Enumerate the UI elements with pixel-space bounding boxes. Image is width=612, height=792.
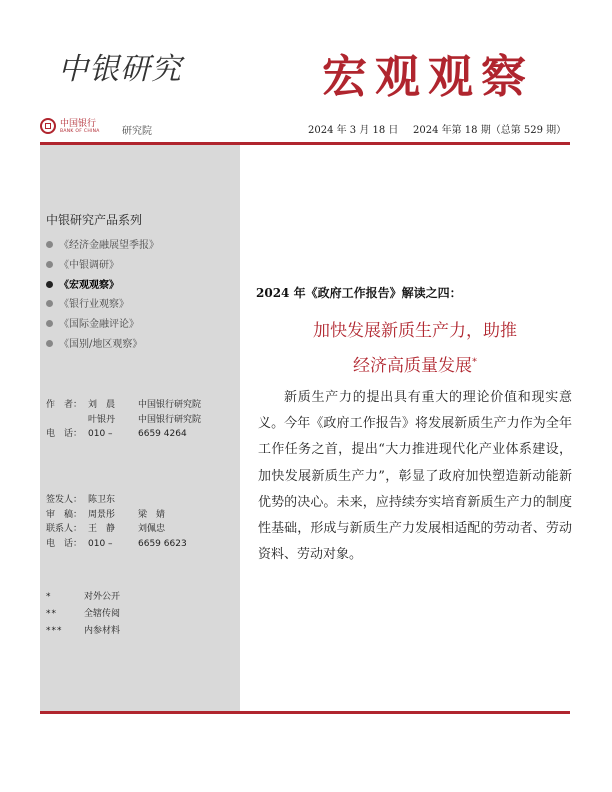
series-item[interactable]: 《银行业观察》 — [46, 295, 159, 315]
department: 研究院 — [122, 126, 152, 137]
footnote-mark: * — [472, 356, 477, 368]
legend-row: *** 内参材料 — [46, 626, 121, 636]
publication-title: 宏观观察 — [322, 50, 535, 103]
legend-row: ** 全辖传阅 — [46, 609, 121, 619]
series-item-current[interactable]: 《宏观观察》 — [46, 276, 159, 296]
series-item[interactable]: 《中银调研》 — [46, 256, 159, 276]
author-row: 叶银丹 中国银行研究院 — [88, 414, 202, 425]
bullet-icon — [46, 320, 53, 327]
series-list — [46, 236, 159, 355]
series-item[interactable]: 《经济金融展望季报》 — [46, 236, 159, 256]
series-item[interactable]: 《国别/地区观察》 — [46, 335, 159, 355]
contact-row: 审 稿： 周景彤 梁 婧 — [46, 509, 166, 520]
calligraphy-logo: 中银研究 — [58, 52, 182, 87]
bank-name: 中国银行 — [60, 119, 97, 129]
author-block — [46, 397, 201, 441]
bullet-icon — [46, 261, 53, 268]
phone-row: 电 话： 010 – 6659 4264 — [46, 429, 187, 439]
article-title-line1: 加快发展新质生产力，助推 — [313, 321, 517, 341]
author-row: 作 者： 刘 晨 中国银行研究院 — [46, 400, 202, 410]
bottom-divider — [40, 711, 570, 714]
contact-block — [46, 492, 187, 550]
series-title: 中银研究产品系列 — [46, 213, 143, 227]
series-item[interactable]: 《国际金融评论》 — [46, 315, 159, 335]
bank-of-china-logo-icon — [40, 118, 56, 134]
bullet-icon — [46, 300, 53, 307]
bank-name-en: BANK OF CHINA — [60, 129, 100, 134]
bullet-icon — [46, 241, 53, 248]
contact-row: 联系人： 王 静 刘佩忠 — [46, 524, 166, 534]
legend-row: * 对外公开 — [46, 592, 121, 602]
article-abstract: 新质生产力的提出具有重大的理论价值和现实意义。今年《政府工作报告》将发展新质生产力作为全年工作任务之首，提出“大力推进现代化产业体系建设，加快发展新质生产力”，彰显了政府加快塑造新动能新优势的决心。未来，应持续夯实培育新质生产力的制度性基础，形成与新质生产力发展相适配的劳动者、劳动资料、劳动对象。 — [258, 390, 572, 563]
article-title-line2: 经济高质量发展* — [353, 356, 477, 376]
issue-number: 2024 年第 18 期（总第 529 期） — [413, 125, 567, 136]
contact-row: 签发人： 陈卫东 — [46, 495, 116, 505]
bullet-icon — [46, 281, 53, 288]
article-subheading: 2024 年《政府工作报告》解读之四： — [256, 286, 462, 300]
contact-row: 电 话： 010 – 6659 6623 — [46, 538, 187, 549]
publish-date: 2024 年 3 月 18 日 — [308, 125, 399, 136]
bullet-icon — [46, 340, 53, 347]
classification-legend — [46, 589, 120, 640]
